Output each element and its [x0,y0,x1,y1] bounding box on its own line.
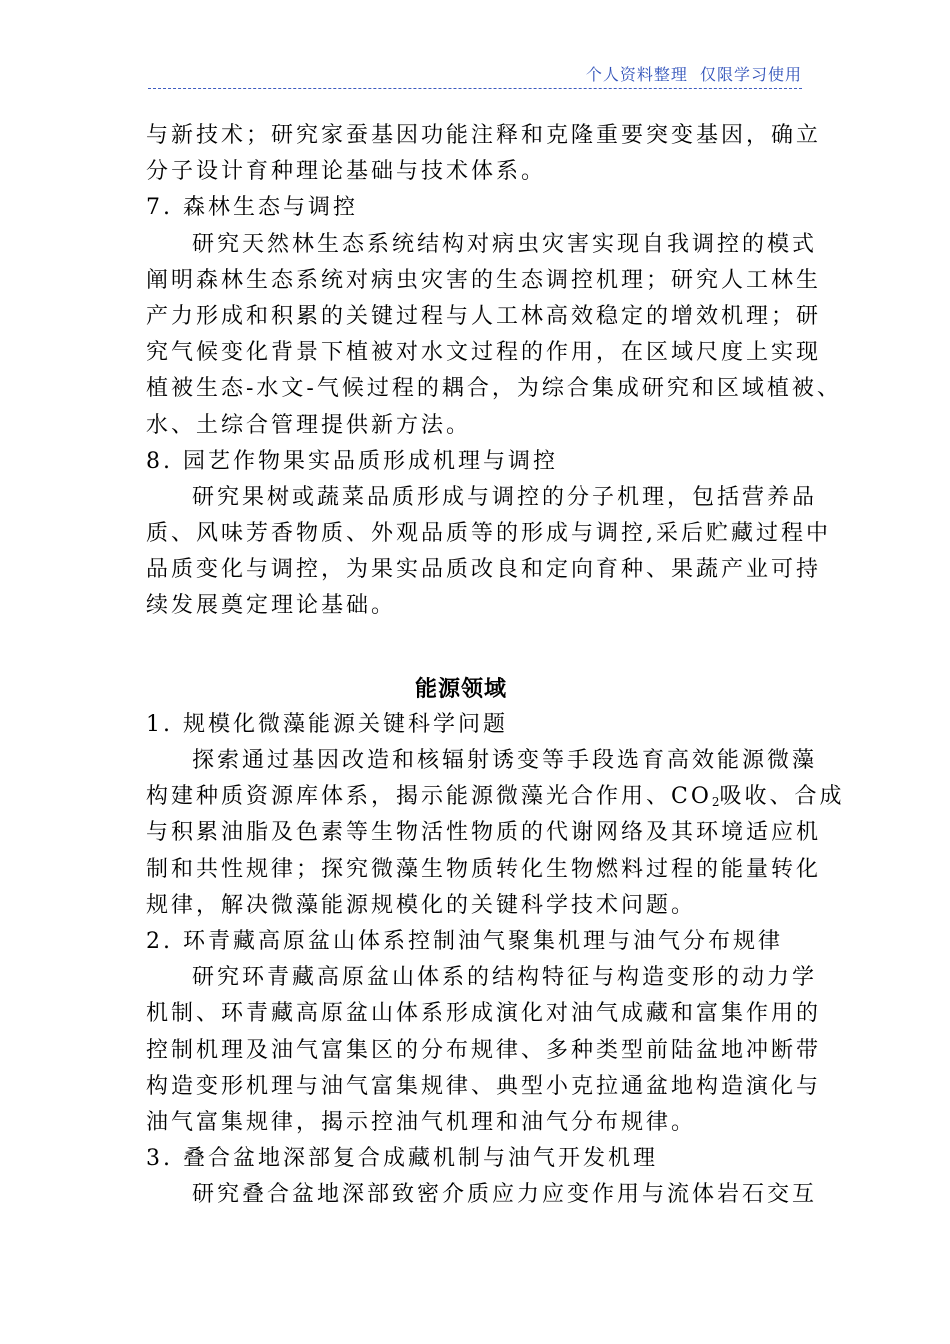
paragraph-line: 控制机理及油气富集区的分布规律、多种类型前陆盆地冲断带 [146,1037,822,1063]
co2-subscript: 2 [711,795,720,810]
subheading-horticulture: 8. 园艺作物果实品质形成机理与调控 [146,448,558,474]
section-spacer [146,625,836,671]
paragraph-line: 质、风味芳香物质、外观品质等的形成与调控,采后贮藏过程中 [146,521,831,547]
paragraph-line: 植被生态-水文-气候过程的耦合，为综合集成研究和区域植被、 [146,376,842,402]
paragraph-line: 研究果树或蔬菜品质形成与调控的分子机理，包括营养品 [192,484,818,510]
co2-line-after: 吸收、合成 [719,784,845,810]
paragraph-line-co2 [146,779,845,815]
paragraph-line: 品质变化与调控，为果实品质改良和定向育种、果蔬产业可持 [146,557,822,583]
subheading-microalgae: 1. 规模化微藻能源关键科学问题 [146,711,508,737]
paragraph-line: 与积累油脂及色素等生物活性物质的代谢网络及其环境适应机 [146,820,822,846]
paragraph-line: 水、土综合管理提供新方法。 [146,412,472,438]
paragraph-line: 探索通过基因改造和核辐射诱变等手段选育高效能源微藻 [192,748,818,773]
paragraph-line: 制和共性规律；探究微藻生物质转化生物燃料过程的能量转化 [146,856,822,882]
subheading-forest-ecology: 7. 森林生态与调控 [146,195,358,221]
paragraph-line: 究气候变化背景下植被对水文过程的作用，在区域尺度上实现 [146,340,822,366]
document-body [146,118,845,1213]
paragraph-line: 构造变形机理与油气富集规律、典型小克拉通盆地构造演化与 [146,1073,822,1099]
subheading-superimposed-basin: 3. 叠合盆地深部复合成藏机制与油气开发机理 [146,1146,658,1172]
paragraph-line: 机制、环青藏高原盆山体系形成演化对油气成藏和富集作用的 [146,1001,822,1027]
header-text: 个人资料整理 仅限学习使用 [585,65,802,84]
paragraph-line: 续发展奠定理论基础。 [146,593,397,619]
paragraph-line: 油气富集规律，揭示控油气机理和油气分布规律。 [146,1109,697,1135]
subheading-tibet-basin: 2. 环青藏高原盆山体系控制油气聚集机理与油气分布规律 [146,928,783,954]
paragraph-line: 研究叠合盆地深部致密介质应力应变作用与流体岩石交互 [192,1182,818,1208]
section-title-energy: 能源领域 [414,675,507,702]
co2-line-before: 构建种质资源库体系，揭示能源微藻光合作用、CO [146,784,712,810]
page-header [148,64,802,89]
paragraph-line: 分子设计育种理论基础与技术体系。 [146,159,547,185]
paragraph-line: 研究天然林生态系统结构对病虫灾害实现自我调控的模式 [192,231,818,257]
paragraph-line: 产力形成和积累的关键过程与人工林高效稳定的增效机理；研 [146,303,822,329]
paragraph-line: 规律，解决微藻能源规模化的关键科学技术问题。 [146,892,697,918]
paragraph-line: 阐明森林生态系统对病虫灾害的生态调控机理；研究人工林生 [146,267,822,293]
paragraph-line: 研究环青藏高原盆山体系的结构特征与构造变形的动力学 [192,965,818,991]
paragraph-line: 与新技术；研究家蚕基因功能注释和克隆重要突变基因，确立 [146,123,822,148]
